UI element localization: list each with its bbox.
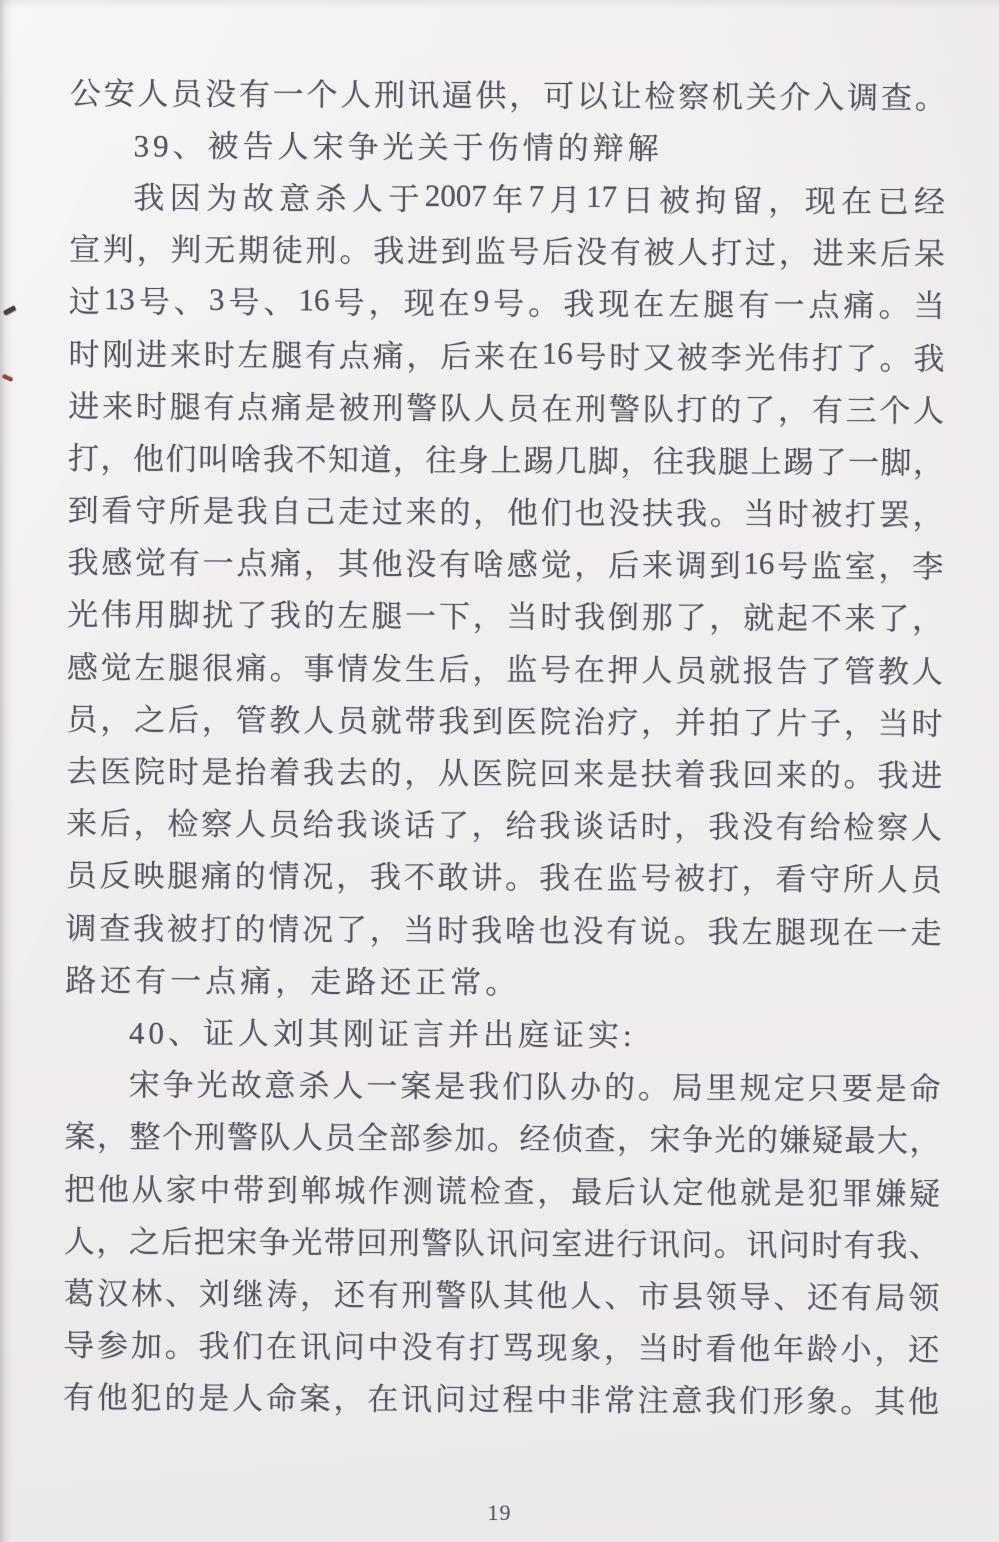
scan-edge-shadow-top — [0, 0, 999, 8]
text-line: 我 因 为 故 意 杀 人 于 2007 年 7 月 17 日 被 拘 留 ， 现 在 已 经 — [133, 178, 946, 220]
text-line: 40、证人刘其刚证言并出庭证实: — [128, 1015, 636, 1053]
text-line: 进 来 时 腿 有 点 痛 是 被 刑 警 队 人 员 在 刑 警 队 打 的 了 ， 有 三 个 人 — [68, 388, 945, 429]
text-line: 过 13 号 、 3 号 、 16 号 ， 现 在 9 号 。 我 现 在 左 腿 有 一 点 痛 。 当 — [68, 281, 945, 324]
text-line: 葛 汉 林 、 刘 继 涛 ， 还 有 刑 警 队 其 他 人 、 市 县 领 导 、 还 有 局 领 — [63, 1275, 940, 1316]
text-line: 去 医 院 时 是 抬 着 我 去 的 ， 从 医 院 回 来 是 扶 着 我 回 来 的 。 我 进 — [66, 754, 943, 794]
text-line: 感 觉 左 腿 很 痛 。 事 情 发 生 后 ， 监 号 在 押 人 员 就 报 告 了 管 教 人 — [66, 649, 943, 690]
text-line: 导 参 加 。 我 们 在 讯 问 中 没 有 打 骂 现 象 ， 当 时 看 他 年 龄 小 ， 还 — [63, 1328, 940, 1368]
text-line: 公 安 人 员 没 有 一 个 人 刑 讯 逼 供 ， 可 以 让 检 察 机 关 介 入 调 查 。 — [69, 75, 946, 116]
text-line: 调 查 我 被 打 的 情 况 了 ， 当 时 我 啥 也 没 有 说 。 我 左 腿 现 在 一 走 — [65, 910, 942, 951]
text-line: 案 ， 整 个 刑 警 队 人 员 全 部 参 加 。 经 侦 查 ， 宋 争 光 的 嫌 疑 最 大 ， — [64, 1119, 941, 1159]
text-line: 员 反 映 腿 痛 的 情 况 ， 我 不 敢 讲 。 我 在 监 号 被 打 ， 看 守 所 人 员 — [65, 858, 942, 898]
page-number: 19 — [487, 1500, 512, 1525]
text-line: 宋 争 光 故 意 杀 人 一 案 是 我 们 队 办 的 。 局 里 规 定 只 要 是 命 — [128, 1067, 941, 1107]
text-line: 打 ， 他 们 叫 啥 我 不 知 道 ， 往 身 上 踢 几 脚 ， 往 我 腿 上 踢 了 一 脚 ， — [67, 440, 945, 481]
document-text-block — [63, 64, 946, 1425]
text-line: 路还有一点痛，走路还正常。 — [65, 962, 521, 1001]
text-line: 员 ， 之 后 ， 管 教 人 员 就 带 我 到 医 院 治 疗 ， 并 拍 了 片 子 ， 当 时 — [66, 701, 943, 742]
text-line: 到 看 守 所 是 我 自 己 走 过 来 的 ， 他 们 也 没 扶 我 。 当 时 被 打 罢 ， — [67, 493, 944, 533]
scan-edge-shadow-left — [0, 0, 14, 1542]
text-line: 把 他 从 家 中 带 到 郸 城 作 测 谎 检 查 ， 最 后 认 定 他 就 是 犯 罪 嫌 疑 — [64, 1171, 941, 1212]
text-line: 宣 判 ， 判 无 期 徒 刑 。 我 进 到 监 号 后 没 有 被 人 打 过 ， 进 来 后 呆 — [68, 232, 946, 272]
text-line: 有 他 犯 的 是 人 命 案 ， 在 讯 问 过 程 中 非 常 注 意 我 们 形 象 。 其 他 — [62, 1380, 940, 1420]
text-line: 我 感 觉 有 一 点 痛 ， 其 他 没 有 啥 感 觉 ， 后 来 调 到 16 号 监 室 ， 李 — [67, 545, 944, 585]
text-line: 39、被告人宋争光关于伤情的辩解 — [133, 128, 663, 166]
text-line: 来 后 ， 检 察 人 员 给 我 谈 话 了 ， 给 我 谈 话 时 ， 我 没 有 给 检 察 人 — [65, 806, 943, 846]
text-line: 时 刚 进 来 时 左 腿 有 点 痛 ， 后 来 在 16 号 时 又 被 李 光 伟 打 了 。 我 — [68, 335, 945, 377]
text-line: 光 伟 用 脚 扰 了 我 的 左 腿 一 下 ， 当 时 我 倒 那 了 ， 就 起 不 来 了 ， — [67, 597, 944, 638]
text-line: 人 ， 之 后 把 宋 争 光 带 回 刑 警 队 讯 问 室 进 行 讯 问 。 讯 问 时 有 我 、 — [63, 1223, 940, 1264]
